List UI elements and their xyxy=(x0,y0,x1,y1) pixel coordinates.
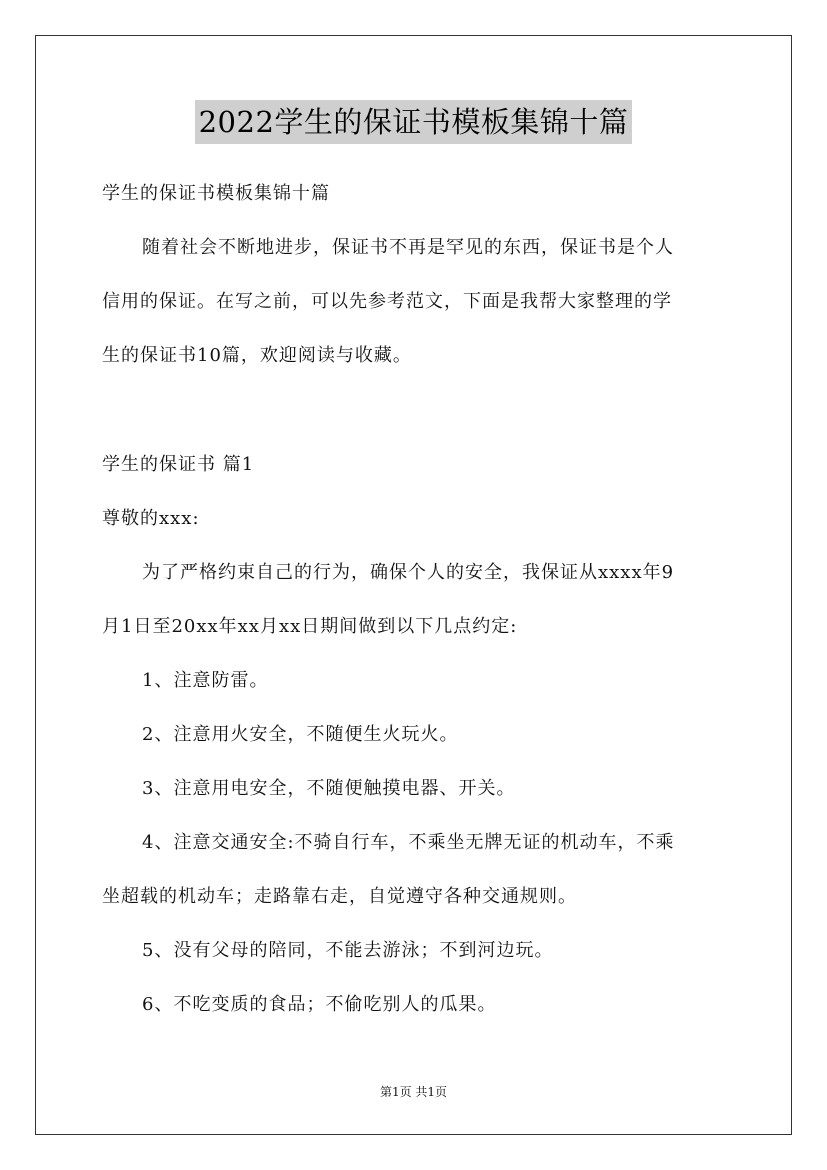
list-item-2: 2、注意用火安全，不随便生火玩火。 xyxy=(142,724,459,745)
list-item-3: 3、注意用电安全，不随便触摸电器、开关。 xyxy=(142,778,516,799)
intro-paragraph-line-3: 生的保证书10篇，欢迎阅读与收藏。 xyxy=(102,345,412,366)
document-title: 2022学生的保证书模板集锦十篇 xyxy=(195,100,633,144)
list-item-4: 4、注意交通安全:不骑自行车，不乘坐无牌无证的机动车，不乘 xyxy=(142,832,675,853)
title-container xyxy=(0,100,827,144)
body-line-2: 月1日至20xx年xx月xx日期间做到以下几点约定: xyxy=(102,616,518,637)
list-item-4-continued: 坐超载的机动车；走路靠右走，自觉遵守各种交通规则。 xyxy=(102,886,577,907)
list-item-5: 5、没有父母的陪同，不能去游泳；不到河边玩。 xyxy=(142,940,554,961)
intro-paragraph-line-2: 信用的保证。在写之前，可以先参考范文，下面是我帮大家整理的学 xyxy=(102,291,672,312)
list-item-1: 1、注意防雷。 xyxy=(142,670,269,691)
intro-paragraph-line-1: 随着社会不断地进步，保证书不再是罕见的东西，保证书是个人 xyxy=(142,237,674,258)
body-line-1: 为了严格约束自己的行为，确保个人的安全，我保证从xxxx年9 xyxy=(142,562,675,583)
section-heading: 学生的保证书 篇1 xyxy=(102,454,255,475)
page-footer xyxy=(0,1084,827,1100)
salutation: 尊敬的xxx: xyxy=(102,508,200,529)
page-number: 第1页 共1页 xyxy=(379,1085,448,1099)
document-subtitle: 学生的保证书模板集锦十篇 xyxy=(102,183,330,204)
list-item-6: 6、不吃变质的食品；不偷吃别人的瓜果。 xyxy=(142,994,497,1015)
